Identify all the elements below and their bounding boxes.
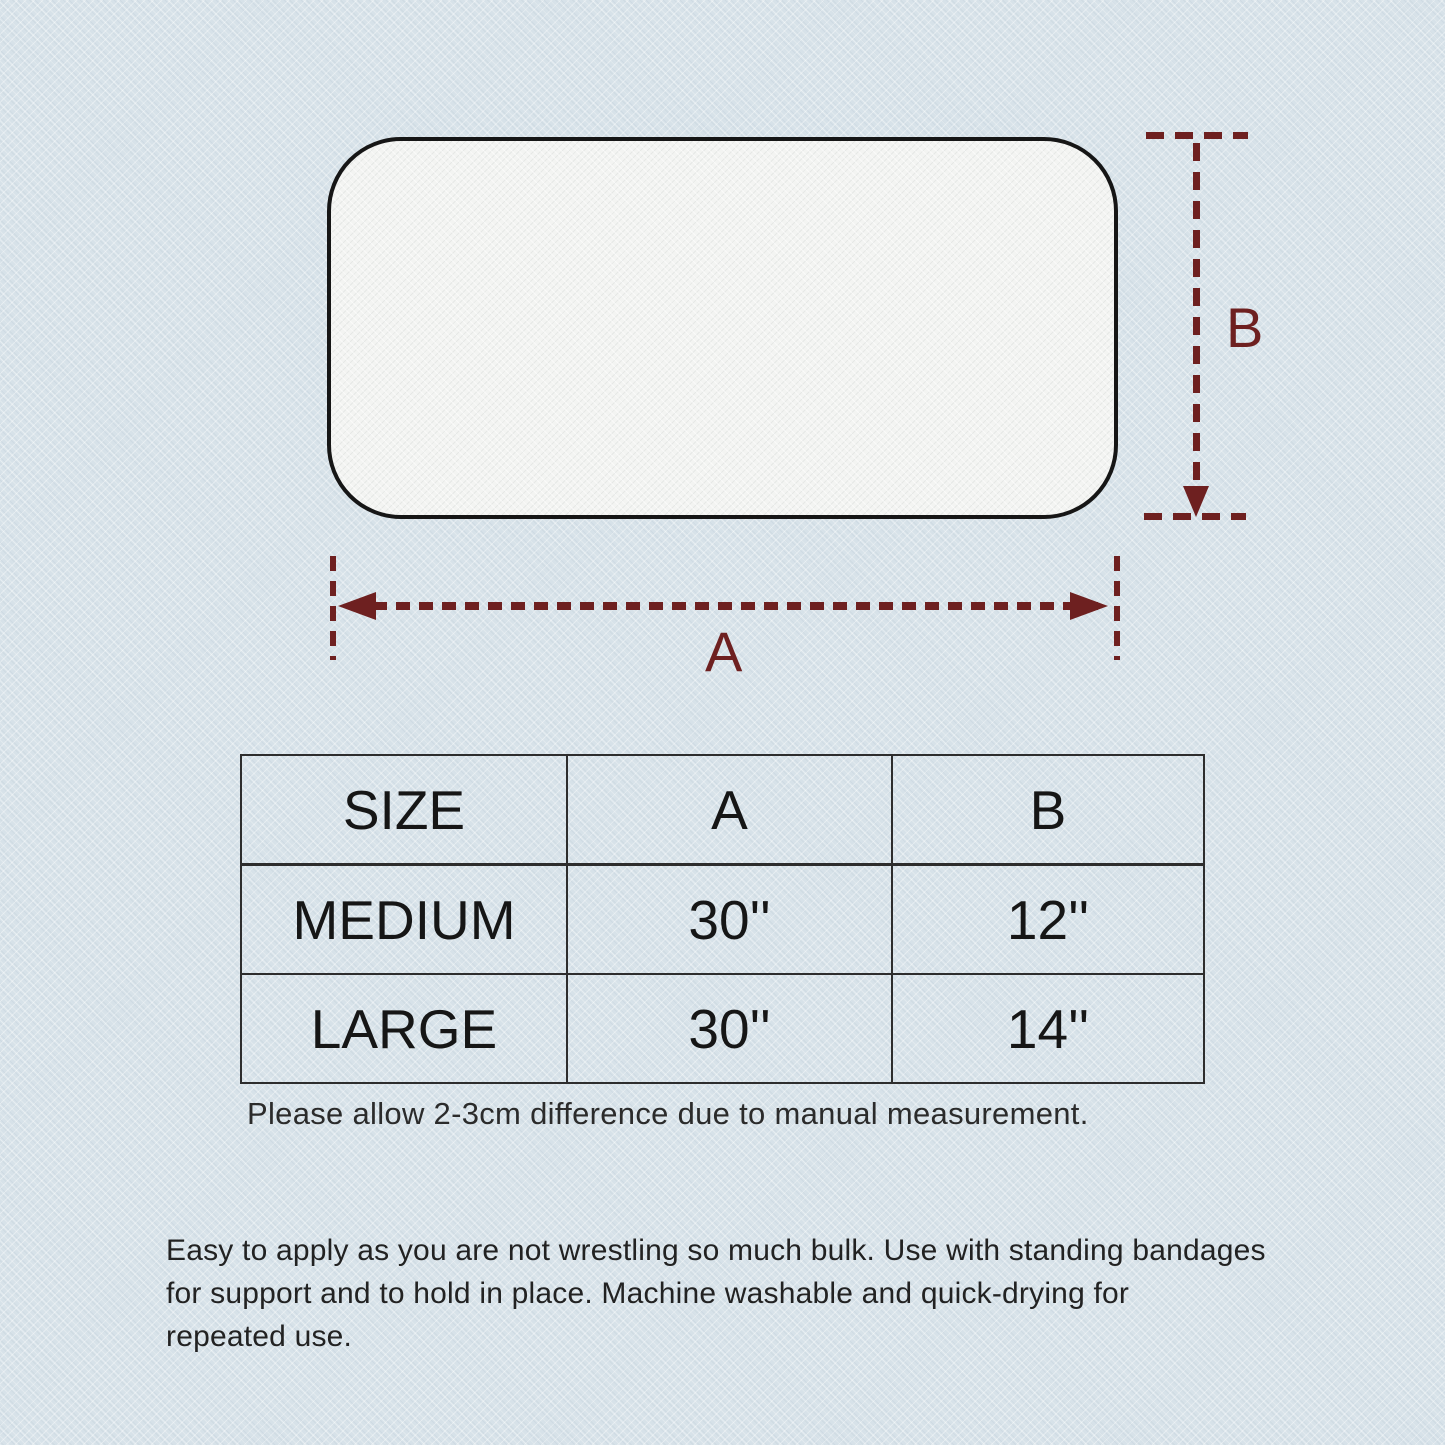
dimension-b-line [1193,143,1200,489]
size-table-header-a: A [567,755,892,865]
dimension-a-line [350,602,1098,610]
size-table-row-medium [241,865,1204,975]
dimension-b-bottom-extension-line [1144,513,1246,520]
product-pad-outline [327,137,1118,519]
dimension-a-label: A [705,620,743,683]
dimension-a-arrow-left-icon [338,592,376,620]
size-table-header-size: SIZE [241,755,567,865]
size-table-header-row [241,755,1204,865]
size-cell: LARGE [241,974,567,1083]
size-table [240,754,1205,1084]
b-value-cell: 14'' [892,974,1204,1083]
description-line: repeated use. [166,1320,353,1353]
dimension-b-top-extension-line [1146,132,1248,139]
size-table-header-b: B [892,755,1204,865]
size-cell: MEDIUM [241,865,567,975]
b-value-cell: 12'' [892,865,1204,975]
description-line: Easy to apply as you are not wrestling so much bulk. Use with standing bandages [166,1234,1266,1267]
dimension-a-arrow-right-icon [1070,592,1108,620]
dimension-a-left-extension-line [330,556,336,660]
a-value-cell: 30'' [567,865,892,975]
dimension-b-label: B [1226,296,1264,359]
dimension-a-right-extension-line [1114,556,1120,660]
a-value-cell: 30'' [567,974,892,1083]
measurement-tolerance-note: Please allow 2-3cm difference due to manual measurement. [247,1096,1089,1131]
product-description [166,1229,1266,1358]
description-line: for support and to hold in place. Machine washable and quick-drying for [166,1277,1130,1310]
size-table-row-large [241,974,1204,1083]
